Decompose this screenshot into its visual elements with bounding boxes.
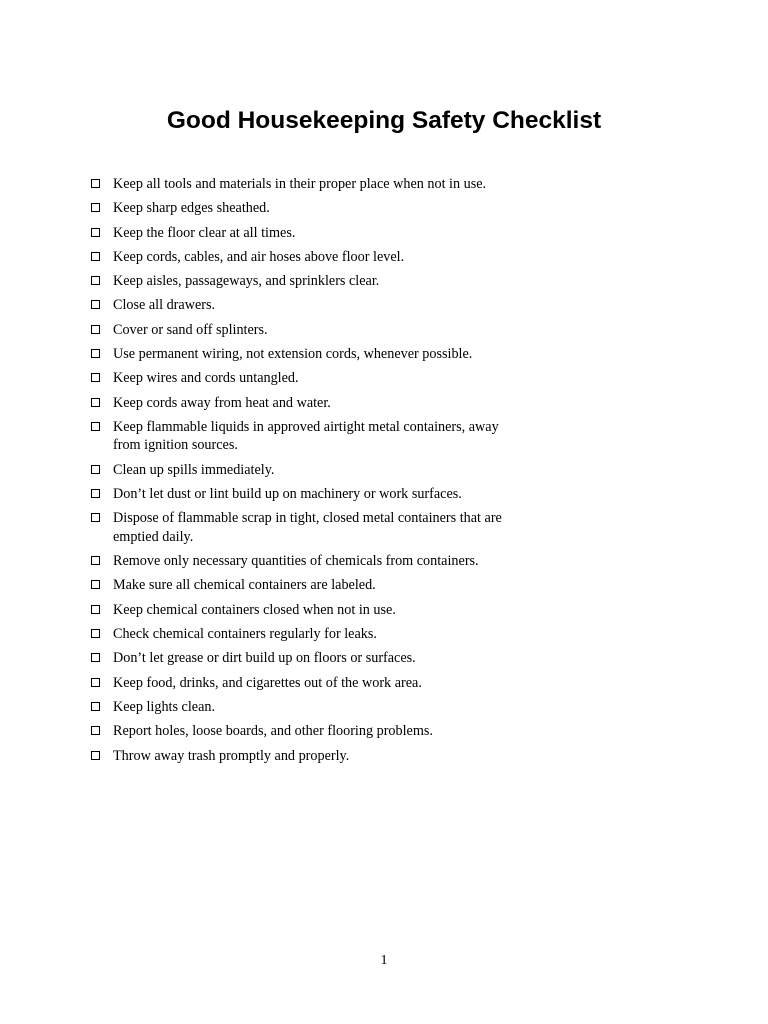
page-number: 1 — [380, 953, 388, 968]
checklist-item — [91, 461, 691, 480]
checklist-item — [91, 722, 691, 741]
checklist-item-text: Keep sharp edges sheathed. — [113, 200, 270, 217]
checkbox-icon — [91, 179, 100, 188]
checkbox-icon — [91, 653, 100, 662]
checkbox-icon — [91, 580, 100, 589]
checkbox-icon — [91, 605, 100, 614]
checkbox-icon — [91, 373, 100, 382]
checklist-item — [91, 321, 691, 340]
checklist-item-text: Report holes, loose boards, and other flooring problems. — [113, 723, 433, 740]
checklist-item — [91, 601, 691, 620]
checklist-item-text: Keep chemical containers closed when not in use. — [113, 601, 396, 618]
checklist-item — [91, 394, 691, 413]
checkbox-icon — [91, 465, 100, 474]
checkbox-icon — [91, 422, 100, 431]
checklist-item-text: Close all drawers. — [113, 297, 216, 314]
checklist-item-text: Keep all tools and materials in their proper place when not in use. — [113, 176, 487, 192]
checklist-item-text: Remove only necessary quantities of chemicals from containers. — [113, 553, 479, 570]
checklist-item-text: Keep cords away from heat and water. — [113, 394, 331, 411]
page-title: Good Housekeeping Safety Checklist — [166, 107, 602, 134]
checklist-item-text: Use permanent wiring, not extension cords, whenever possible. — [113, 346, 473, 363]
checklist-item — [91, 576, 691, 595]
checkbox-icon — [91, 726, 100, 735]
checklist-item-text: Keep lights clean. — [113, 698, 216, 715]
checklist-item — [91, 625, 691, 644]
checkbox-icon — [91, 489, 100, 498]
checklist-item — [91, 175, 691, 194]
checkbox-icon — [91, 228, 100, 237]
checklist-item-text: Keep the floor clear at all times. — [113, 224, 296, 241]
checklist-item-text: Don’t let grease or dirt build up on floors or surfaces. — [113, 650, 416, 667]
checklist-item — [91, 248, 691, 267]
checklist-item-text: Clean up spills immediately. — [113, 461, 275, 478]
checklist-item — [91, 674, 691, 693]
checkbox-icon — [91, 349, 100, 358]
checklist-item-text: Keep cords, cables, and air hoses above floor level. — [113, 248, 405, 265]
checklist-item — [91, 552, 691, 571]
checkbox-icon — [91, 513, 100, 522]
checkbox-icon — [91, 629, 100, 638]
checkbox-icon — [91, 252, 100, 261]
checkbox-icon — [91, 398, 100, 407]
checklist-item-text: Keep aisles, passageways, and sprinklers clear. — [113, 273, 380, 290]
checkbox-icon — [91, 751, 100, 760]
checklist-item-text: Dispose of flammable scrap in tight, closed metal containers that are emptied daily. — [113, 510, 502, 545]
checkbox-icon — [91, 203, 100, 212]
checklist-item — [91, 345, 691, 364]
checklist-item-text: Keep flammable liquids in approved airtight metal containers, away from ignition sources. — [113, 418, 499, 454]
checklist-item-text: Check chemical containers regularly for leaks. — [113, 626, 377, 643]
safety-checklist — [91, 175, 691, 771]
checkbox-icon — [91, 276, 100, 285]
checklist-item-text: Keep wires and cords untangled. — [113, 370, 299, 387]
checkbox-icon — [91, 300, 100, 309]
checklist-item — [91, 272, 691, 291]
checklist-item-text: Cover or sand off splinters. — [113, 321, 268, 338]
checklist-item-text: Throw away trash promptly and properly. — [113, 747, 350, 764]
checkbox-icon — [91, 678, 100, 687]
checklist-item-text: Make sure all chemical containers are labeled. — [113, 577, 376, 594]
checklist-item — [91, 649, 691, 668]
checklist-item — [91, 224, 691, 243]
checklist-item — [91, 369, 691, 388]
checkbox-icon — [91, 556, 100, 565]
checklist-item-text: Keep food, drinks, and cigarettes out of the work area. — [113, 674, 422, 691]
checklist-item — [91, 509, 528, 546]
checklist-item — [91, 199, 691, 218]
checklist-item — [91, 747, 691, 766]
checklist-item — [91, 296, 691, 315]
checklist-item — [91, 698, 691, 717]
checkbox-icon — [91, 702, 100, 711]
checklist-item-text: Don’t let dust or lint build up on machinery or work surfaces. — [113, 486, 462, 503]
checkbox-icon — [91, 325, 100, 334]
checklist-item — [91, 418, 513, 455]
checklist-item — [91, 485, 691, 504]
